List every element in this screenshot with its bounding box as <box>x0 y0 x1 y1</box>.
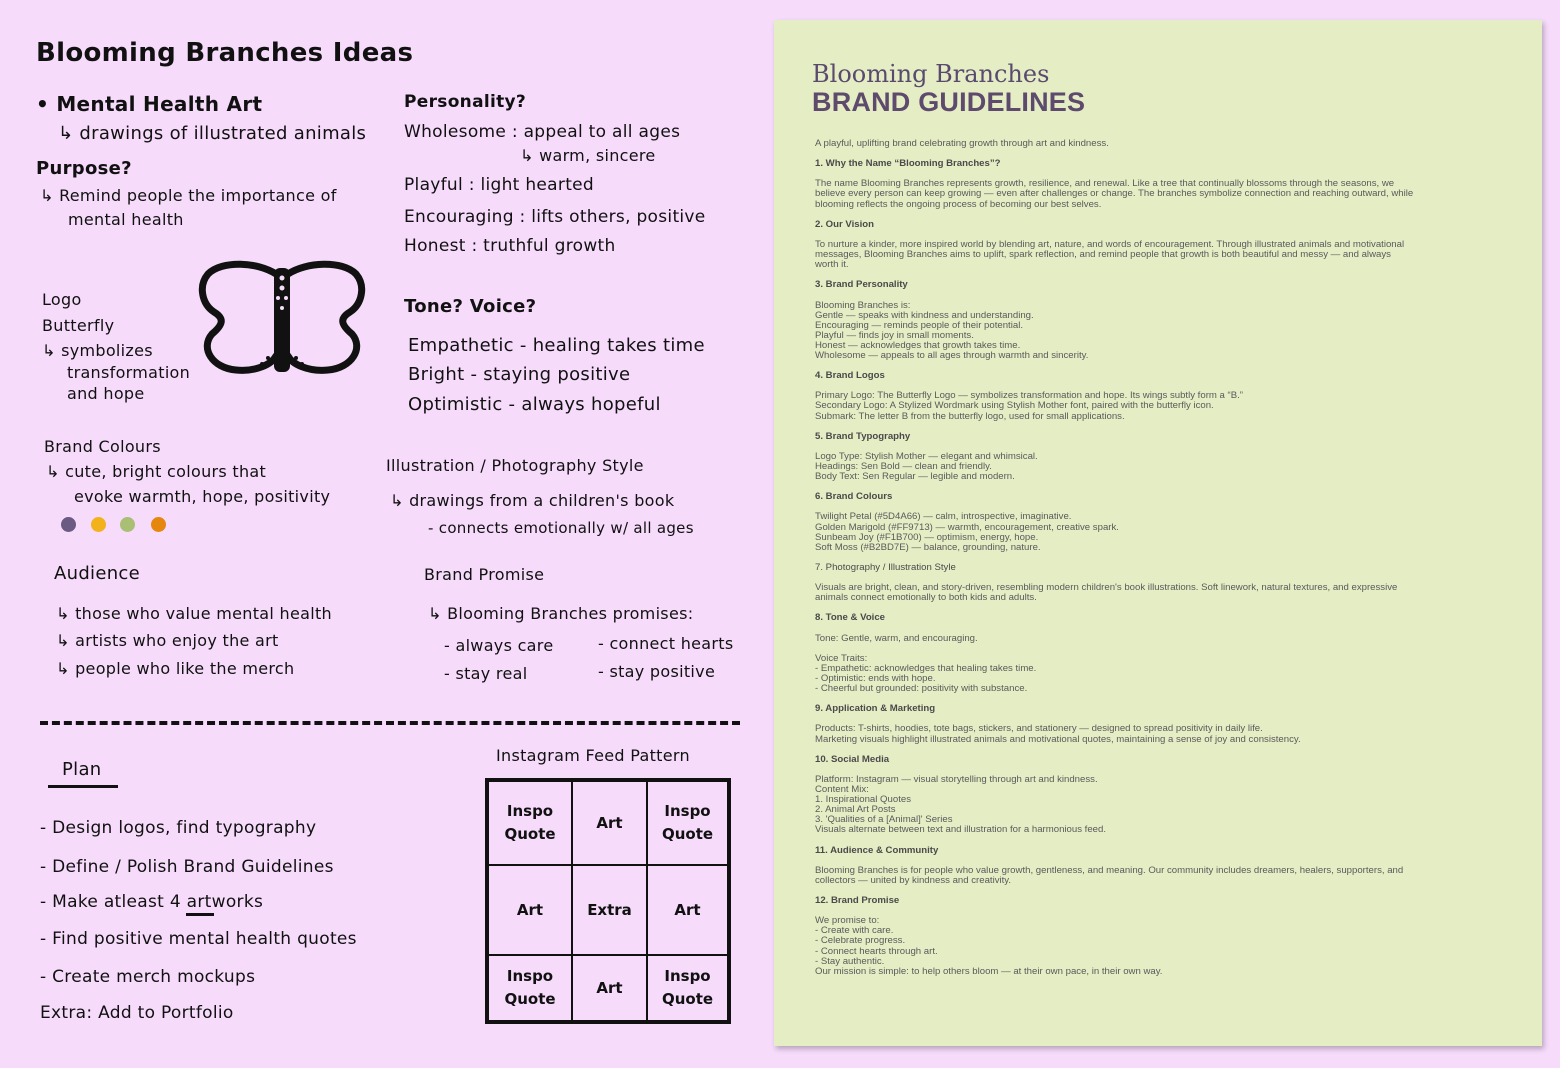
text-line: Sunbeam Joy (#F1B700) — optimism, energy, hope. <box>815 531 1039 543</box>
feed-cell: Art <box>647 865 728 955</box>
text-line: Logo Type: Stylish Mother — elegant and whimsical. <box>815 450 1038 462</box>
section-heading: 3. Brand Personality <box>815 279 908 291</box>
audience-heading: Audience <box>54 563 141 584</box>
plan-four-underline <box>186 913 214 916</box>
audience-note-3: ↳ people who like the merch <box>56 659 295 678</box>
text-line: Honest — acknowledges that growth takes time. <box>815 339 1021 351</box>
logo-butterfly: Butterfly <box>42 316 115 335</box>
feed-cell: Art <box>572 955 647 1021</box>
text-line: Primary Logo: The Butterfly Logo — symbolizes transformation and hope. Its wings subtly form a “B.” <box>815 390 1243 402</box>
section-heading: 12. Brand Promise <box>815 895 900 907</box>
section-heading: 11. Audience & Community <box>815 844 939 856</box>
section-text <box>815 775 1500 836</box>
illustration-note-2: - connects emotionally w/ all ages <box>428 519 694 537</box>
text-line: - Connect hearts through art. <box>815 945 938 957</box>
text-line: The name Blooming Branches represents growth, resilience, and renewal. Like a tree that continually blossoms through the seasons, we <box>815 178 1395 190</box>
document-title: BRAND GUIDELINES <box>812 87 1086 117</box>
purpose-note-1: ↳ Remind people the importance of <box>40 186 337 205</box>
audience-note-1: ↳ those who value mental health <box>56 604 332 623</box>
plan-item-1: - Design logos, find typography <box>40 818 317 838</box>
section-text <box>815 179 1500 209</box>
section-text <box>815 452 1500 482</box>
feed-cell: Inspo Quote <box>488 955 572 1021</box>
text-line: - Celebrate progress. <box>815 935 906 947</box>
personality-heading: Personality? <box>404 92 527 112</box>
promise-stay-positive: - stay positive <box>598 662 716 681</box>
feed-cell: Inspo Quote <box>488 781 572 865</box>
colours-note-2: evoke warmth, hope, positivity <box>74 487 331 506</box>
text-line: Visuals alternate between text and illustration for a harmonious feed. <box>815 824 1107 836</box>
illustration-heading: Illustration / Photography Style <box>386 456 644 475</box>
text-line: Marketing visuals highlight illustrated animals and motivational quotes, maintaining a sense of joy and consistency. <box>815 733 1301 745</box>
text-line: We promise to: <box>815 915 880 927</box>
promise-stay-real: - stay real <box>444 664 528 683</box>
section-text <box>815 240 1500 270</box>
logo-note-2: transformation <box>67 363 191 382</box>
section-heading: 6. Brand Colours <box>815 491 893 503</box>
text-line: - Cheerful but grounded: positivity with substance. <box>815 683 1028 695</box>
purpose-heading: Purpose? <box>36 158 132 179</box>
section-heading: 4. Brand Logos <box>815 370 885 382</box>
logo-note-3: and hope <box>67 384 145 403</box>
section-heading: 8. Tone & Voice <box>815 612 886 624</box>
purpose-note-2: mental health <box>68 210 184 229</box>
section-heading: 7. Photography / Illustration Style <box>815 561 956 573</box>
text-line: Twilight Petal (#5D4A66) — calm, introspective, imaginative. <box>815 511 1072 523</box>
text-line: messages, Blooming Branches aims to uplift, spark reflection, and remind people that growth is both beautiful and messy — and always <box>815 249 1391 261</box>
personality-honest: Honest : truthful growth <box>404 236 616 256</box>
feed-cell: Inspo Quote <box>647 955 728 1021</box>
text-line: worth it. <box>815 259 849 271</box>
text-line: - Empathetic: acknowledges that healing takes time. <box>815 662 1037 674</box>
mental-health-art-note: ↳ drawings of illustrated animals <box>58 123 367 144</box>
text-line: Playful — finds joy in small moments. <box>815 329 974 341</box>
text-line: Blooming Branches is for people who value growth, gentleness, and meaning. Our community includes dreamers, healers, supporters, and <box>815 864 1404 876</box>
feed-cell: Extra <box>572 865 647 955</box>
section-divider <box>40 721 740 725</box>
text-line: 3. 'Qualities of a [Animal]' Series <box>815 814 953 826</box>
text-line: - Create with care. <box>815 925 894 937</box>
document-body <box>815 139 1500 987</box>
section-heading: 1. Why the Name “Blooming Branches”? <box>815 158 1001 170</box>
colour-swatch <box>91 517 106 532</box>
text-line: Products: T-shirts, hoodies, tote bags, stickers, and stationery — designed to spread positivity in daily life. <box>815 723 1263 735</box>
section-text <box>815 301 1500 362</box>
tone-heading: Tone? Voice? <box>404 296 537 317</box>
audience-note-2: ↳ artists who enjoy the art <box>56 631 279 650</box>
personality-playful: Playful : light hearted <box>404 175 595 195</box>
plan-item-5: - Create merch mockups <box>40 967 256 987</box>
section-text <box>815 916 1500 977</box>
text-line: Gentle — speaks with kindness and understanding. <box>815 309 1034 321</box>
section-text <box>815 583 1500 603</box>
text-line: blooming reflects the ongoing process of becoming our best selves. <box>815 198 1102 210</box>
section-text <box>815 634 1500 695</box>
section-heading: 5. Brand Typography <box>815 430 911 442</box>
text-line: To nurture a kinder, more inspired world by blending art, nature, and words of encouragement. Through illustrated animals and motivational <box>815 238 1405 250</box>
illustration-note-1: ↳ drawings from a children's book <box>390 491 675 510</box>
text-line: Soft Moss (#B2BD7E) — balance, grounding, nature. <box>815 541 1041 553</box>
logo-heading: Logo <box>42 290 82 309</box>
text-line: Golden Marigold (#FF9713) — warmth, encouragement, creative spark. <box>815 521 1119 533</box>
section-heading: 9. Application & Marketing <box>815 703 936 715</box>
plan-item-4: - Find positive mental health quotes <box>40 929 357 949</box>
text-line: 2. Animal Art Posts <box>815 804 896 816</box>
feed-cell: Art <box>572 781 647 865</box>
promise-connect-hearts: - connect hearts <box>598 634 734 653</box>
colours-note-1: ↳ cute, bright colours that <box>46 462 267 481</box>
document-brand-name: Blooming Branches <box>812 60 1050 88</box>
tone-empathetic: Empathetic - healing takes time <box>408 335 705 356</box>
feed-cell: Art <box>488 865 572 955</box>
personality-wholesome: Wholesome : appeal to all ages <box>404 122 681 142</box>
text-line: animals connect emotionally to both kids and adults. <box>815 592 1037 604</box>
personality-wholesome-sub: ↳ warm, sincere <box>520 146 656 165</box>
text-line: Encouraging — reminds people of their potential. <box>815 319 1023 331</box>
plan-underline <box>48 785 118 788</box>
tone-optimistic: Optimistic - always hopeful <box>408 394 661 415</box>
text-line: - Optimistic: ends with hope. <box>815 672 936 684</box>
plan-heading: Plan <box>62 759 102 780</box>
section-heading: 2. Our Vision <box>815 218 875 230</box>
butterfly-logo-icon <box>198 260 366 376</box>
plan-item-6: Extra: Add to Portfolio <box>40 1003 234 1023</box>
section-heading: 10. Social Media <box>815 753 890 765</box>
colour-swatch <box>120 517 135 532</box>
text-line: Voice Traits: <box>815 652 868 664</box>
colour-swatch <box>151 517 166 532</box>
text-line: Tone: Gentle, warm, and encouraging. <box>815 632 978 644</box>
text-line: Body Text: Sen Regular — legible and modern. <box>815 471 1015 483</box>
text-line: Our mission is simple: to help others bloom — at their own pace, in their own way. <box>815 965 1163 977</box>
mental-health-art-heading: • Mental Health Art <box>36 92 263 116</box>
promise-heading: Brand Promise <box>424 565 545 584</box>
section-text <box>815 866 1500 886</box>
text-line: Platform: Instagram — visual storytelling through art and kindness. <box>815 773 1098 785</box>
section-text <box>815 724 1500 744</box>
tone-bright: Bright - staying positive <box>408 364 631 385</box>
text-line: Secondary Logo: A Stylized Wordmark using Stylish Mother font, paired with the butterfly icon. <box>815 400 1214 412</box>
colours-heading: Brand Colours <box>44 437 161 456</box>
text-line: Blooming Branches is: <box>815 299 911 311</box>
personality-encouraging: Encouraging : lifts others, positive <box>404 207 706 227</box>
section-text <box>815 512 1500 552</box>
promise-note-1: ↳ Blooming Branches promises: <box>428 604 694 623</box>
logo-note-1: ↳ symbolizes <box>42 341 153 360</box>
plan-item-2: - Define / Polish Brand Guidelines <box>40 857 334 877</box>
text-line: Submark: The letter B from the butterfly logo, used for small applications. <box>815 410 1125 422</box>
brand-guidelines-document <box>774 20 1542 1046</box>
instagram-feed-grid <box>485 778 731 1024</box>
colour-swatch <box>61 517 76 532</box>
text-line: collectors — united by kindness and creativity. <box>815 874 1012 886</box>
feed-cell: Inspo Quote <box>647 781 728 865</box>
section-text <box>815 391 1500 421</box>
notes-title: Blooming Branches Ideas <box>36 38 414 68</box>
text-line: Headings: Sen Bold — clean and friendly. <box>815 461 992 472</box>
instagram-feed-title: Instagram Feed Pattern <box>496 746 690 765</box>
intro-text: A playful, uplifting brand celebrating growth through art and kindness. <box>815 138 1109 149</box>
text-line: - Stay authentic. <box>815 955 885 967</box>
text-line: believe every person can keep growing — even after challenges or change. The branches symbolize connection and reaching outward, while <box>815 188 1414 200</box>
text-line: 1. Inspirational Quotes <box>815 794 911 806</box>
promise-always-care: - always care <box>444 636 554 655</box>
text-line: Visuals are bright, clean, and story-driven, resembling modern children's book illustrations. Soft linework, natural textures, and expressive <box>815 582 1398 594</box>
text-line: Content Mix: <box>815 784 869 795</box>
text-line: Wholesome — appeals to all ages through warmth and sincerity. <box>815 349 1089 361</box>
plan-item-3: - Make atleast 4 artworks <box>40 892 264 912</box>
